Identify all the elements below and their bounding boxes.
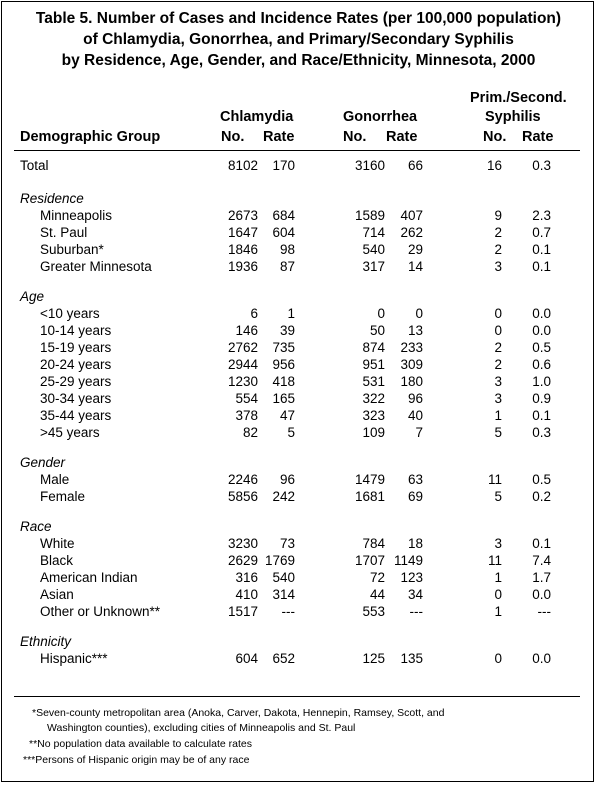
row-label: >45 years <box>40 425 100 440</box>
cell-sy-no: 16 <box>486 158 502 173</box>
cell-go-rate: 135 <box>400 651 423 666</box>
cell-go-no: 50 <box>369 323 385 338</box>
row-label: Female <box>40 489 86 504</box>
cell-ch-rate: 165 <box>272 391 295 406</box>
header-chlamydia-no: No. <box>221 129 245 145</box>
table-row <box>0 535 597 552</box>
table-row <box>0 339 597 356</box>
cell-sy-no: 2 <box>494 357 502 372</box>
cell-ch-rate: 418 <box>272 374 295 389</box>
table-row <box>0 471 597 488</box>
cell-ch-rate: 684 <box>272 208 295 223</box>
header-syphilis-no: No. <box>483 129 507 145</box>
row-label: Total <box>20 158 49 173</box>
footer-rule <box>14 696 580 697</box>
cell-sy-no: 1 <box>494 570 502 585</box>
table-row <box>0 224 597 241</box>
cell-sy-no: 3 <box>494 391 502 406</box>
cell-sy-rate: 0.0 <box>532 323 551 338</box>
cell-go-rate: 18 <box>407 536 423 551</box>
cell-ch-no: 1936 <box>227 259 258 274</box>
table-row <box>0 488 597 505</box>
cell-sy-no: 0 <box>494 651 502 666</box>
cell-go-no: 125 <box>362 651 385 666</box>
cell-ch-no: 82 <box>242 425 258 440</box>
header-syphilis-line2: Syphilis <box>485 109 541 125</box>
row-label: St. Paul <box>40 225 88 240</box>
cell-go-no: 1479 <box>354 472 385 487</box>
cell-sy-no: 0 <box>494 323 502 338</box>
row-label: 30-34 years <box>40 391 112 406</box>
header-syphilis-rate: Rate <box>522 129 554 145</box>
table-row <box>0 424 597 441</box>
cell-ch-rate: 5 <box>287 425 295 440</box>
title-line-2: of Chlamydia, Gonorrhea, and Primary/Secondary Syphilis <box>83 31 514 48</box>
cell-ch-rate: 956 <box>272 357 295 372</box>
row-label: American Indian <box>40 570 138 585</box>
row-label: Black <box>40 553 74 568</box>
cell-ch-no: 410 <box>235 587 258 602</box>
row-label: Male <box>40 472 70 487</box>
cell-go-rate: 40 <box>407 408 423 423</box>
table-row <box>0 407 597 424</box>
cell-ch-rate: 39 <box>279 323 295 338</box>
cell-go-no: 72 <box>369 570 385 585</box>
cell-sy-rate: 1.0 <box>532 374 551 389</box>
cell-sy-no: 3 <box>494 259 502 274</box>
cell-sy-no: 2 <box>494 242 502 257</box>
section-label: Gender <box>20 455 66 470</box>
row-label: 35-44 years <box>40 408 112 423</box>
cell-go-rate: 69 <box>407 489 423 504</box>
cell-go-rate: 7 <box>415 425 423 440</box>
cell-sy-rate: 0.1 <box>532 259 551 274</box>
cell-go-no: 553 <box>362 604 385 619</box>
cell-ch-no: 5856 <box>227 489 258 504</box>
row-label: Other or Unknown** <box>40 604 161 619</box>
cell-go-rate: 262 <box>400 225 423 240</box>
header-gonorrhea-rate: Rate <box>386 129 418 145</box>
cell-sy-no: 0 <box>494 306 502 321</box>
cell-ch-rate: 170 <box>272 158 295 173</box>
cell-go-rate: 14 <box>407 259 423 274</box>
cell-go-rate: 233 <box>400 340 423 355</box>
title-line-1: Table 5. Number of Cases and Incidence Rates (per 100,000 population) <box>35 10 562 27</box>
section-heading-row <box>0 518 597 535</box>
cell-ch-no: 1517 <box>227 604 258 619</box>
cell-ch-no: 378 <box>235 408 258 423</box>
title-line-3: by Residence, Age, Gender, and Race/Ethnicity, Minnesota, 2000 <box>61 52 536 69</box>
cell-go-no: 3160 <box>354 158 385 173</box>
cell-ch-no: 2673 <box>227 208 258 223</box>
cell-ch-rate: 540 <box>272 570 295 585</box>
row-label: White <box>40 536 75 551</box>
cell-ch-rate: 242 <box>272 489 295 504</box>
table-title <box>0 8 597 71</box>
footnote-suburban-line1: *Seven-county metropolitan area (Anoka, Carver, Dakota, Hennepin, Ramsey, Scott, and <box>32 707 445 719</box>
table-row <box>0 356 597 373</box>
cell-sy-rate: --- <box>537 604 551 619</box>
cell-ch-no: 1647 <box>227 225 258 240</box>
row-label: Suburban* <box>40 242 104 257</box>
cell-go-no: 531 <box>362 374 385 389</box>
cell-go-rate: 123 <box>400 570 423 585</box>
cell-ch-no: 146 <box>235 323 258 338</box>
cell-ch-no: 8102 <box>227 158 258 173</box>
cell-ch-rate: 47 <box>279 408 295 423</box>
row-label: <10 years <box>40 306 100 321</box>
cell-sy-rate: 0.5 <box>532 340 551 355</box>
header-chlamydia-rate: Rate <box>263 129 295 145</box>
cell-sy-rate: 0.1 <box>532 408 551 423</box>
cell-ch-rate: 87 <box>279 259 295 274</box>
cell-go-rate: 13 <box>407 323 423 338</box>
section-heading-row <box>0 288 597 305</box>
cell-go-no: 323 <box>362 408 385 423</box>
cell-go-no: 44 <box>369 587 385 602</box>
cell-sy-rate: 7.4 <box>532 553 551 568</box>
table-row <box>0 305 597 322</box>
cell-go-no: 322 <box>362 391 385 406</box>
cell-ch-rate: 1769 <box>264 553 295 568</box>
cell-ch-rate: 73 <box>279 536 295 551</box>
cell-sy-rate: 0.6 <box>532 357 551 372</box>
cell-go-no: 1589 <box>354 208 385 223</box>
cell-ch-no: 6 <box>250 306 258 321</box>
cell-sy-rate: 2.3 <box>532 208 551 223</box>
cell-sy-rate: 0.0 <box>532 587 551 602</box>
cell-ch-no: 554 <box>235 391 258 406</box>
cell-sy-rate: 0.3 <box>532 158 551 173</box>
cell-ch-no: 2762 <box>227 340 258 355</box>
footnote-hispanic-origin: ***Persons of Hispanic origin may be of any race <box>23 754 250 766</box>
cell-go-no: 540 <box>362 242 385 257</box>
header-chlamydia: Chlamydia <box>220 109 294 125</box>
table-row <box>0 322 597 339</box>
header-gonorrhea: Gonorrhea <box>343 109 418 125</box>
section-label: Race <box>20 519 52 534</box>
cell-sy-no: 2 <box>494 225 502 240</box>
cell-ch-rate: 604 <box>272 225 295 240</box>
footnote-suburban-line2: Washington counties), excluding cities of Minneapolis and St. Paul <box>47 722 356 734</box>
row-label: Hispanic*** <box>40 651 108 666</box>
section-heading-row <box>0 454 597 471</box>
table-row <box>0 603 597 620</box>
cell-sy-no: 3 <box>494 374 502 389</box>
cell-sy-no: 0 <box>494 587 502 602</box>
table-row <box>0 373 597 390</box>
cell-sy-rate: 0.0 <box>532 651 551 666</box>
cell-go-no: 1707 <box>354 553 385 568</box>
table-row <box>0 569 597 586</box>
cell-go-no: 317 <box>362 259 385 274</box>
cell-go-rate: 1149 <box>393 553 423 568</box>
cell-sy-rate: 0.3 <box>532 425 551 440</box>
section-heading-row <box>0 633 597 650</box>
cell-go-rate: --- <box>409 604 423 619</box>
cell-sy-no: 2 <box>494 340 502 355</box>
section-label: Ethnicity <box>20 634 72 649</box>
cell-go-no: 951 <box>362 357 385 372</box>
row-label: Minneapolis <box>40 208 113 223</box>
cell-ch-no: 2629 <box>227 553 258 568</box>
cell-sy-no: 11 <box>487 553 502 568</box>
header-syphilis-line1: Prim./Second. <box>470 90 567 106</box>
cell-sy-no: 3 <box>494 536 502 551</box>
row-label: 20-24 years <box>40 357 112 372</box>
cell-go-rate: 63 <box>407 472 423 487</box>
table-row <box>0 552 597 569</box>
cell-ch-no: 1846 <box>227 242 258 257</box>
cell-sy-no: 5 <box>494 425 502 440</box>
cell-sy-rate: 0.5 <box>532 472 551 487</box>
cell-go-rate: 407 <box>400 208 423 223</box>
cell-sy-no: 9 <box>494 208 502 223</box>
cell-go-rate: 66 <box>407 158 423 173</box>
table-row <box>0 157 597 174</box>
row-label: 25-29 years <box>40 374 112 389</box>
cell-sy-rate: 0.7 <box>532 225 551 240</box>
row-label: 15-19 years <box>40 340 112 355</box>
cell-ch-rate: 314 <box>272 587 295 602</box>
cell-sy-no: 1 <box>494 604 502 619</box>
cell-ch-rate: 96 <box>279 472 295 487</box>
cell-ch-rate: 652 <box>272 651 295 666</box>
cell-go-no: 0 <box>377 306 385 321</box>
cell-sy-rate: 0.2 <box>532 489 551 504</box>
footnote-no-population-data: **No population data available to calculate rates <box>29 738 252 750</box>
table-row <box>0 258 597 275</box>
row-label: 10-14 years <box>40 323 112 338</box>
cell-sy-no: 11 <box>487 472 502 487</box>
cell-ch-no: 3230 <box>227 536 258 551</box>
cell-go-rate: 0 <box>415 306 423 321</box>
cell-go-no: 784 <box>362 536 385 551</box>
cell-go-no: 1681 <box>354 489 385 504</box>
cell-sy-rate: 0.9 <box>532 391 551 406</box>
cell-sy-rate: 0.1 <box>532 536 551 551</box>
cell-sy-rate: 0.0 <box>532 306 551 321</box>
header-demographic-group: Demographic Group <box>20 129 161 145</box>
table-row <box>0 207 597 224</box>
header-gonorrhea-no: No. <box>343 129 367 145</box>
table-row <box>0 650 597 667</box>
cell-ch-rate: 1 <box>287 306 295 321</box>
cell-sy-rate: 1.7 <box>532 570 551 585</box>
cell-sy-no: 1 <box>494 408 502 423</box>
cell-go-no: 714 <box>362 225 385 240</box>
cell-ch-no: 2944 <box>227 357 258 372</box>
table-row <box>0 241 597 258</box>
cell-ch-rate: 98 <box>279 242 295 257</box>
row-label: Asian <box>40 587 74 602</box>
cell-go-rate: 29 <box>407 242 423 257</box>
cell-ch-no: 1230 <box>227 374 258 389</box>
cell-go-rate: 309 <box>400 357 423 372</box>
cell-ch-rate: 735 <box>272 340 295 355</box>
section-heading-row <box>0 190 597 207</box>
cell-sy-rate: 0.1 <box>532 242 551 257</box>
cell-go-rate: 34 <box>407 587 423 602</box>
table-row <box>0 586 597 603</box>
cell-go-rate: 180 <box>400 374 423 389</box>
section-label: Residence <box>20 191 84 206</box>
table-row <box>0 390 597 407</box>
cell-sy-no: 5 <box>494 489 502 504</box>
cell-go-rate: 96 <box>407 391 423 406</box>
cell-go-no: 109 <box>362 425 385 440</box>
cell-ch-no: 604 <box>235 651 258 666</box>
section-label: Age <box>20 289 45 304</box>
cell-ch-no: 316 <box>235 570 258 585</box>
cell-go-no: 874 <box>362 340 385 355</box>
row-label: Greater Minnesota <box>40 259 152 274</box>
header-rule <box>14 150 580 151</box>
cell-ch-rate: --- <box>281 604 295 619</box>
cell-ch-no: 2246 <box>227 472 258 487</box>
